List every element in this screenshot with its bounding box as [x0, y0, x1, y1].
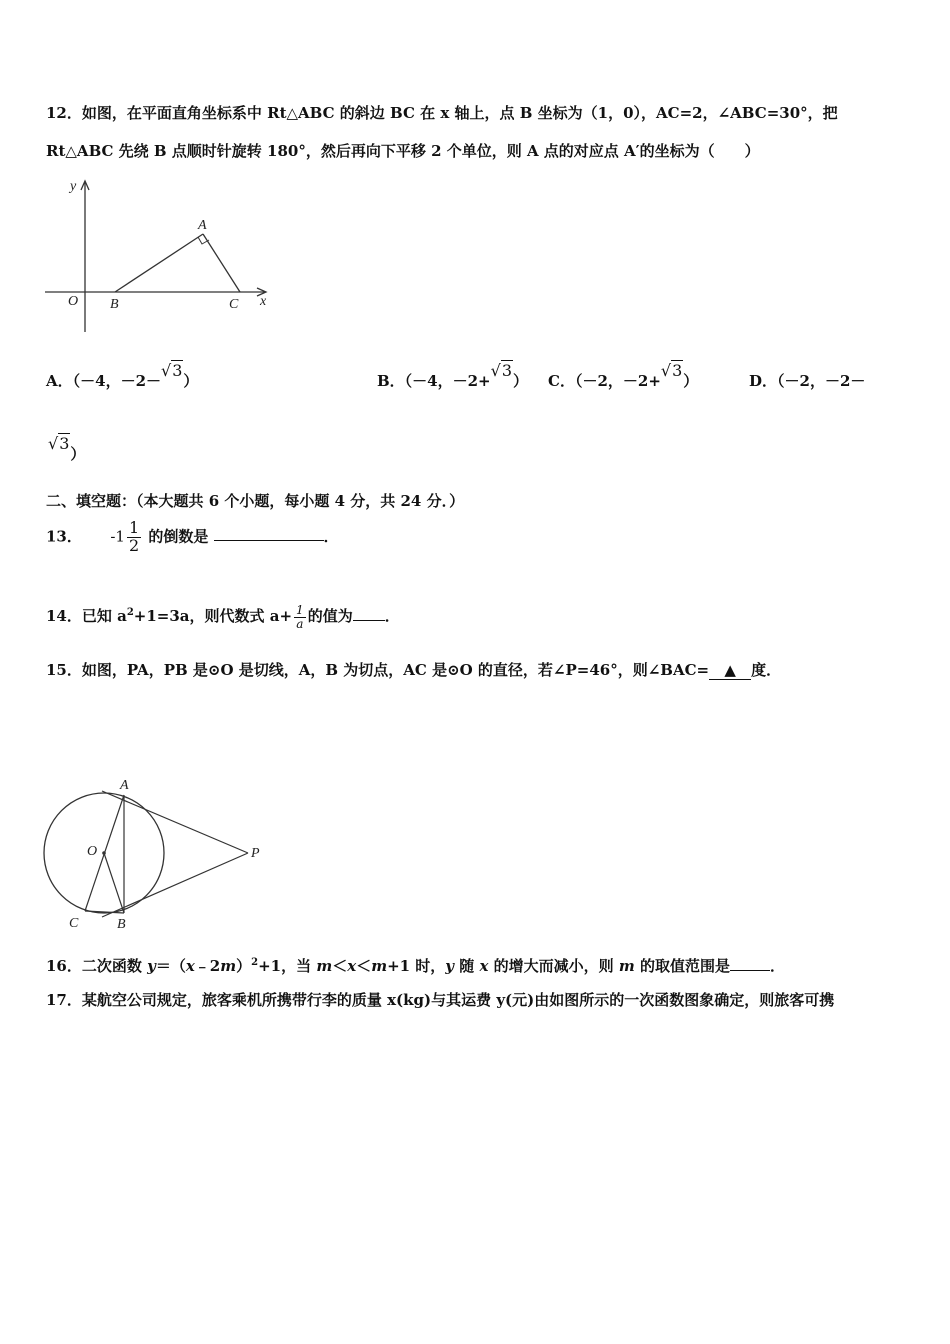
q12-option-d[interactable]: D．（－2，－2－	[749, 372, 866, 390]
sqrt-3: √3	[660, 361, 683, 380]
fraction-one-over-a: $\frac{1}{a}$	[296, 603, 304, 631]
q13-answer-blank[interactable]	[214, 540, 324, 541]
q12-option-b[interactable]: B．（－4，－2+√3）	[377, 361, 529, 390]
segment-ab	[115, 234, 203, 292]
q12-coordinate-figure	[40, 172, 280, 338]
q15: 15．如图，PA，PB 是⊙O 是切线，A，B 为切点，AC 是⊙O 的直径，若∠P=46°，则∠BAC= ▲ 度．	[46, 661, 782, 679]
sqrt-3: √3	[48, 434, 70, 453]
q13: 13． -1 $\frac{1}{2}$ 的倒数是 ．	[46, 518, 339, 555]
q15-circle-figure	[40, 775, 280, 935]
label-a: A	[198, 218, 207, 233]
q16: 16．二次函数 y＝（x﹣2m）$^2$+1，当 m＜x＜m+1 时，y 随 x 的增大而减小，则 m 的取值范围是 ．	[46, 957, 785, 975]
q12-option-a[interactable]: A．（－4，－2－√3）	[46, 361, 199, 390]
label-o: O	[87, 844, 98, 859]
q12-line-1: 12．如图，在平面直角坐标系中 Rt△ABC 的斜边 BC 在 x 轴上，点 B 坐标为（1，0），AC=2，∠ABC=30°，把	[46, 104, 838, 122]
segment-ob	[104, 853, 124, 913]
sqrt-3: √3	[161, 361, 183, 380]
label-b: B	[110, 297, 119, 312]
q14-answer-blank[interactable]	[353, 620, 385, 621]
fraction-one-half: $\frac{1}{2}$	[128, 518, 140, 555]
right-angle-mark	[198, 237, 209, 244]
label-c: C	[229, 297, 239, 312]
q12-option-d-continued: √3）	[48, 434, 86, 463]
sqrt-3: √3	[490, 361, 513, 380]
label-x: x	[260, 294, 267, 309]
segment-ac	[203, 234, 240, 292]
q12-option-c[interactable]: C．（－2，－2+√3）	[548, 361, 699, 390]
label-o: O	[68, 294, 79, 309]
label-a: A	[120, 778, 129, 793]
label-b: B	[117, 917, 126, 932]
q14: 14．已知 $a^2+1=3a$，则代数式 a+ $\frac{1}{a}$ 的值为 ．	[46, 603, 400, 631]
label-c: C	[69, 916, 79, 931]
section-title: 二、填空题：（本大题共 6 个小题，每小题 4 分，共 24 分．）	[46, 492, 465, 510]
label-y: y	[70, 179, 77, 194]
q17-line-1: 17．某航空公司规定，旅客乘机所携带行李的质量 x(kg)与其运费 y(元)由如图所示的一次函数图象确定，则旅客可携	[46, 991, 835, 1009]
q15-answer-blank[interactable]: ▲	[709, 661, 751, 680]
label-p: P	[251, 846, 260, 861]
q12-line-2: Rt△ABC 先绕 B 点顺时针旋转 180°，然后再向下平移 2 个单位，则 A 点的对应点 A′的坐标为（ ）	[46, 142, 760, 160]
center-point	[102, 851, 106, 855]
q16-answer-blank[interactable]	[730, 970, 770, 971]
